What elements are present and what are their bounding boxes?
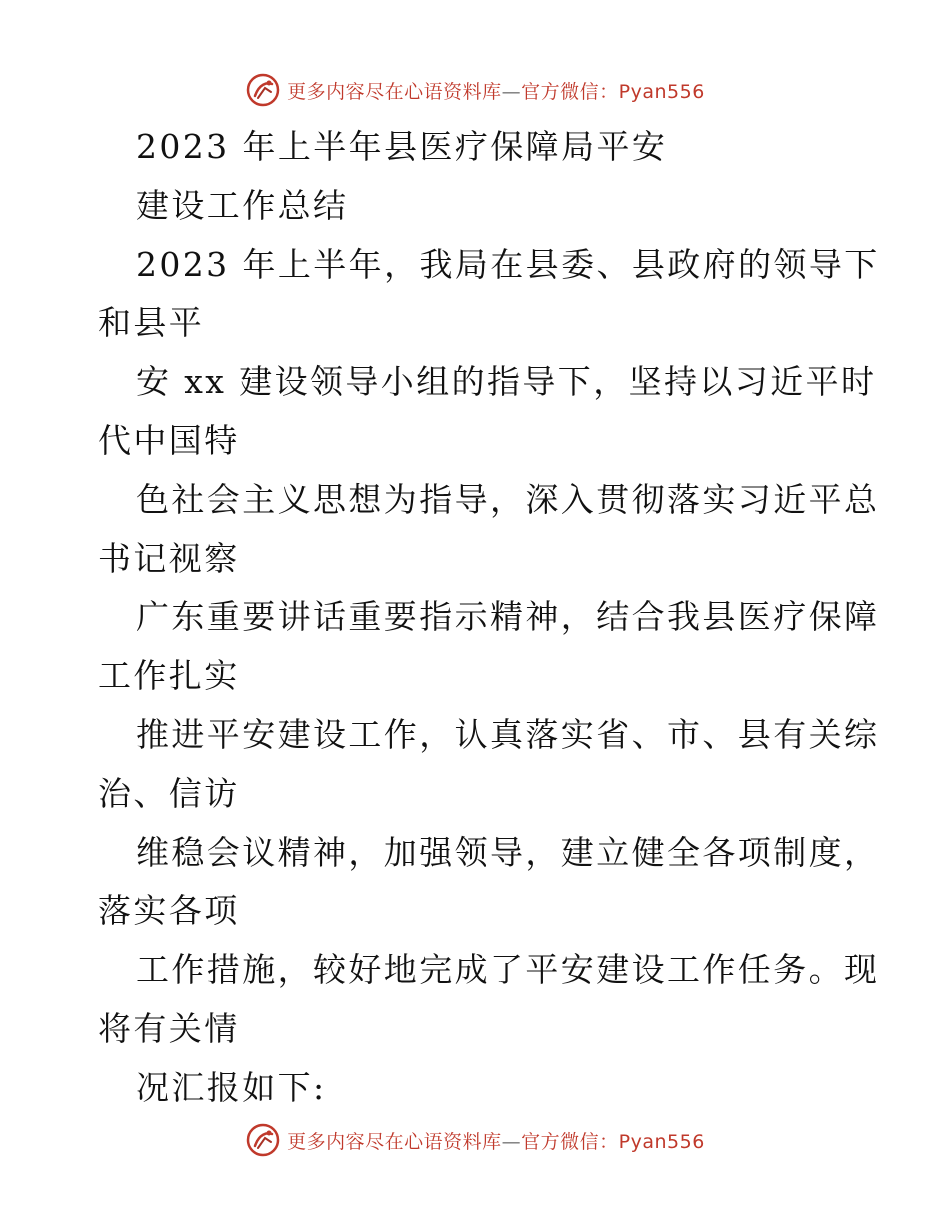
paragraph-line: 工作措施，较好地完成了平安建设工作任务。现 — [136, 950, 880, 990]
watermark-footer — [0, 1120, 950, 1160]
paragraph-line: 将有关情 — [98, 1008, 240, 1048]
paragraph-line: 况汇报如下: — [136, 1067, 327, 1107]
watermark-text: 更多内容尽在心语资料库 — [287, 80, 502, 103]
paragraph-line: 和县平 — [98, 303, 205, 343]
document-title-line: 2023 年上半年县医疗保障局平安 — [136, 127, 668, 166]
document-body — [98, 118, 880, 1118]
paragraph-line: 2023 年上半年，我局在县委、县政府的领导下 — [136, 244, 880, 284]
paragraph-line: 书记视察 — [98, 538, 240, 578]
brand-logo-icon — [245, 1122, 281, 1158]
watermark-dash: — — [501, 1130, 522, 1153]
watermark-dash: — — [501, 80, 522, 103]
paragraph-line: 治、信访 — [98, 773, 240, 813]
watermark-text: 更多内容尽在心语资料库 — [287, 1130, 502, 1153]
paragraph-line: 维稳会议精神，加强领导，建立健全各项制度， — [136, 832, 880, 872]
paragraph-line: 工作扎实 — [98, 656, 240, 696]
watermark-header — [0, 70, 950, 110]
paragraph-line: 落实各项 — [98, 891, 240, 931]
paragraph-line: 色社会主义思想为指导，深入贯彻落实习近平总 — [136, 479, 880, 519]
brand-logo-icon — [245, 72, 281, 108]
paragraph-line: 广东重要讲话重要指示精神，结合我县医疗保障 — [136, 597, 880, 637]
paragraph-line: 推进平安建设工作，认真落实省、市、县有关综 — [136, 714, 880, 754]
watermark-contact: 官方微信：Pyan556 — [521, 80, 705, 103]
document-title-line: 建设工作总结 — [136, 185, 349, 225]
paragraph-line: 代中国特 — [98, 420, 240, 460]
watermark-contact: 官方微信：Pyan556 — [521, 1130, 705, 1153]
paragraph-line: 安 xx 建设领导小组的指导下，坚持以习近平时 — [136, 362, 877, 402]
